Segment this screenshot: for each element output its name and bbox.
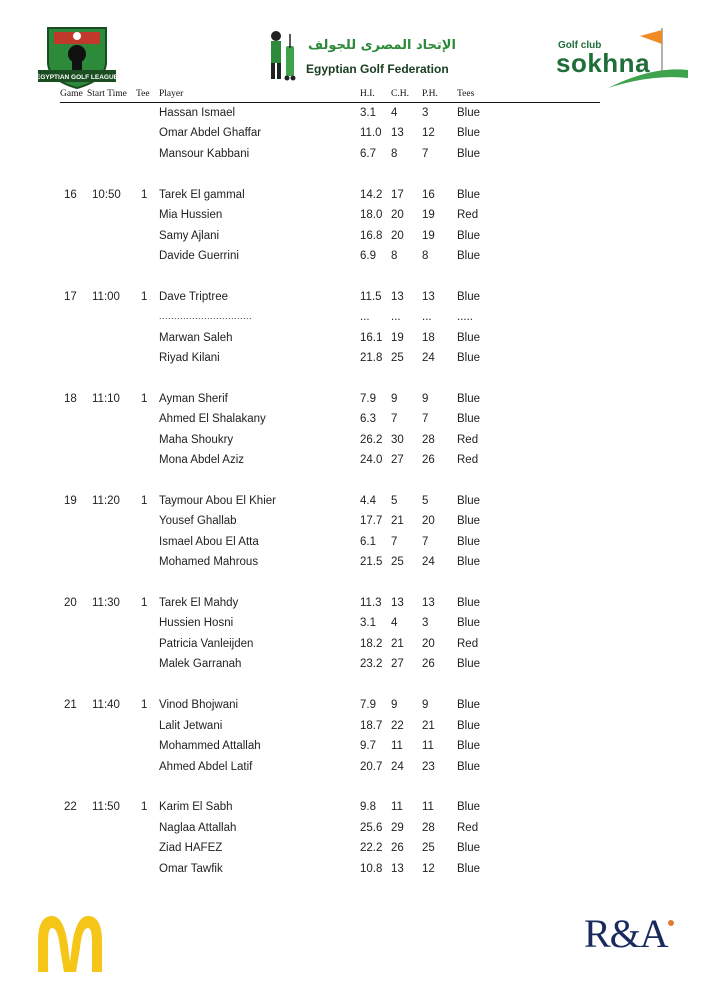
cell-player: Patricia Vanleijden: [159, 638, 254, 650]
cell-game: 19: [64, 495, 77, 507]
cell-ph: 11: [422, 740, 434, 752]
cell-time: 11:50: [92, 801, 120, 813]
r-and-a-logo: [584, 910, 676, 956]
cell-tees: Blue: [457, 413, 481, 425]
cell-ph: 16: [422, 189, 435, 201]
cell-hi: 4.4: [360, 495, 376, 507]
cell-tees: Blue: [457, 658, 481, 670]
cell-ph: 24: [422, 352, 435, 364]
cell-tees: Blue: [457, 740, 481, 752]
cell-ch: 26: [391, 842, 404, 854]
table-row: [0, 352, 704, 370]
cell-ch: 9: [391, 699, 398, 711]
header-game: Game: [60, 89, 83, 99]
cell-ph: 23: [422, 761, 435, 773]
cell-hi: 11.5: [360, 291, 382, 303]
cell-ch: 4: [391, 617, 398, 629]
cell-tees: Red: [457, 434, 479, 446]
cell-player: Riyad Kilani: [159, 352, 220, 364]
cell-hi: 9.8: [360, 801, 376, 813]
cell-tees: .....: [457, 311, 473, 323]
egyptian-golf-league-text: EGYPTIAN GOLF LEAGUE: [36, 74, 118, 81]
cell-ph: 24: [422, 556, 435, 568]
cell-player: Mansour Kabbani: [159, 148, 250, 160]
cell-ch: 21: [391, 638, 404, 650]
sokhna-golf-club-label: Golf club: [558, 40, 602, 51]
table-row: [0, 658, 704, 676]
cell-hi: 6.1: [360, 536, 376, 548]
cell-hi: 14.2: [360, 189, 383, 201]
cell-tees: Blue: [457, 515, 481, 527]
cell-ch: ...: [391, 311, 401, 323]
cell-ch: 5: [391, 495, 398, 507]
cell-hi: 20.7: [360, 761, 383, 773]
cell-ch: 4: [391, 107, 398, 119]
cell-ch: 8: [391, 148, 398, 160]
table-row: [0, 189, 704, 207]
cell-ch: 7: [391, 413, 398, 425]
cell-ph: 19: [422, 209, 435, 221]
cell-ph: 9: [422, 393, 429, 405]
table-row: [0, 434, 704, 452]
cell-tees: Blue: [457, 801, 481, 813]
cell-player: Davide Guerrini: [159, 250, 239, 262]
cell-ph: 28: [422, 434, 435, 446]
cell-ch: 13: [391, 291, 404, 303]
table-row: [0, 822, 704, 840]
table-row: [0, 536, 704, 554]
cell-ph: 12: [422, 863, 435, 875]
cell-ch: 22: [391, 720, 404, 732]
cell-player: Yousef Ghallab: [159, 515, 237, 527]
cell-player: Omar Abdel Ghaffar: [159, 127, 262, 139]
cell-ch: 13: [391, 127, 404, 139]
table-row: [0, 413, 704, 431]
table-row: [0, 332, 704, 350]
cell-player: Taymour Abou El Khier: [159, 495, 276, 507]
cell-ph: 28: [422, 822, 435, 834]
cell-player: Naglaa Attallah: [159, 822, 237, 834]
cell-player: Omar Tawfik: [159, 863, 223, 875]
cell-ph: 26: [422, 454, 435, 466]
cell-ch: 25: [391, 352, 404, 364]
cell-ch: 25: [391, 556, 404, 568]
cell-tees: Blue: [457, 597, 481, 609]
cell-ch: 20: [391, 230, 404, 242]
cell-tees: Blue: [457, 761, 481, 773]
cell-player: Marwan Saleh: [159, 332, 233, 344]
cell-ph: 5: [422, 495, 429, 507]
cell-player: ...............................: [159, 311, 253, 321]
cell-hi: 21.5: [360, 556, 383, 568]
header-hi: H.I.: [360, 89, 375, 99]
cell-game: 22: [64, 801, 77, 813]
cell-ch: 30: [391, 434, 404, 446]
cell-player: Hassan Ismael: [159, 107, 236, 119]
cell-hi: 11.0: [360, 127, 382, 139]
table-row: [0, 740, 704, 758]
cell-ph: 3: [422, 107, 429, 119]
cell-ph: 7: [422, 536, 429, 548]
cell-hi: 22.2: [360, 842, 383, 854]
table-row: [0, 638, 704, 656]
table-row: [0, 291, 704, 309]
cell-hi: 25.6: [360, 822, 383, 834]
cell-hi: 24.0: [360, 454, 383, 466]
cell-tees: Blue: [457, 556, 481, 568]
cell-player: Ziad HAFEZ: [159, 842, 223, 854]
cell-tees: Blue: [457, 230, 481, 242]
cell-tee: 1: [141, 597, 148, 609]
cell-hi: 7.9: [360, 393, 376, 405]
cell-game: 16: [64, 189, 77, 201]
cell-ch: 27: [391, 658, 404, 670]
cell-ch: 13: [391, 863, 404, 875]
table-row: [0, 761, 704, 779]
cell-tee: 1: [141, 393, 148, 405]
cell-ph: 7: [422, 148, 429, 160]
cell-tees: Blue: [457, 189, 481, 201]
cell-ch: 29: [391, 822, 404, 834]
cell-game: 20: [64, 597, 77, 609]
table-row: [0, 617, 704, 635]
cell-ch: 8: [391, 250, 398, 262]
cell-time: 11:20: [92, 495, 120, 507]
cell-player: Ismael Abou El Atta: [159, 536, 259, 548]
cell-hi: 6.9: [360, 250, 376, 262]
cell-hi: 21.8: [360, 352, 383, 364]
cell-hi: 17.7: [360, 515, 383, 527]
cell-ch: 20: [391, 209, 404, 221]
table-row: [0, 863, 704, 881]
cell-game: 21: [64, 699, 77, 711]
table-row: [0, 230, 704, 248]
cell-player: Mohammed Attallah: [159, 740, 261, 752]
table-row: [0, 597, 704, 615]
cell-tees: Blue: [457, 107, 481, 119]
cell-tee: 1: [141, 699, 148, 711]
table-row: [0, 801, 704, 819]
cell-hi: 3.1: [360, 617, 376, 629]
cell-tees: Blue: [457, 617, 481, 629]
table-row: [0, 127, 704, 145]
cell-hi: 11.3: [360, 597, 382, 609]
egf-english-name: Egyptian Golf Federation: [306, 62, 449, 76]
cell-ch: 24: [391, 761, 404, 773]
cell-player: Hussien Hosni: [159, 617, 234, 629]
cell-tees: Red: [457, 638, 479, 650]
cell-game: 18: [64, 393, 77, 405]
table-row: [0, 515, 704, 533]
cell-player: Dave Triptree: [159, 291, 229, 303]
cell-ch: 7: [391, 536, 398, 548]
cell-tees: Red: [457, 454, 479, 466]
cell-tees: Blue: [457, 352, 481, 364]
table-row: [0, 699, 704, 717]
cell-ch: 17: [391, 189, 404, 201]
cell-ch: 11: [391, 740, 403, 752]
cell-player: Malek Garranah: [159, 658, 242, 670]
cell-tees: Red: [457, 822, 479, 834]
cell-tees: Blue: [457, 393, 481, 405]
cell-hi: 16.8: [360, 230, 383, 242]
cell-player: Mohamed Mahrous: [159, 556, 259, 568]
cell-time: 11:30: [92, 597, 120, 609]
cell-ch: 13: [391, 597, 404, 609]
cell-ph: 13: [422, 291, 435, 303]
cell-tees: Red: [457, 209, 479, 221]
cell-ph: 18: [422, 332, 435, 344]
cell-hi: 6.7: [360, 148, 376, 160]
cell-tees: Blue: [457, 495, 481, 507]
cell-ph: 19: [422, 230, 435, 242]
header-player: Player: [159, 89, 184, 99]
cell-player: Vinod Bhojwani: [159, 699, 239, 711]
table-row: [0, 720, 704, 738]
cell-ph: 25: [422, 842, 435, 854]
cell-hi: 18.0: [360, 209, 383, 221]
cell-ph: 26: [422, 658, 435, 670]
cell-tee: 1: [141, 291, 148, 303]
cell-hi: ...: [360, 311, 370, 323]
egf-arabic-name: الإتحاد المصرى للجولف: [308, 38, 456, 53]
cell-tee: 1: [141, 495, 148, 507]
cell-tees: Blue: [457, 127, 481, 139]
table-row: [0, 209, 704, 227]
cell-ch: 11: [391, 801, 403, 813]
cell-ch: 9: [391, 393, 398, 405]
cell-hi: 16.1: [360, 332, 383, 344]
cell-ph: 21: [422, 720, 435, 732]
orange-dot-icon: [668, 920, 674, 926]
cell-hi: 7.9: [360, 699, 376, 711]
table-row: [0, 311, 704, 329]
cell-hi: 6.3: [360, 413, 376, 425]
table-row: [0, 107, 704, 125]
cell-hi: 9.7: [360, 740, 376, 752]
cell-tees: Blue: [457, 842, 481, 854]
cell-player: Tarek El gammal: [159, 189, 245, 201]
cell-tees: Blue: [457, 250, 481, 262]
r-and-a-wordmark: R&A: [584, 911, 668, 956]
cell-player: Mona Abdel Aziz: [159, 454, 245, 466]
cell-game: 17: [64, 291, 77, 303]
cell-player: Karim El Sabh: [159, 801, 233, 813]
cell-tees: Blue: [457, 291, 481, 303]
header-tees: Tees: [457, 89, 475, 99]
header-ch: C.H.: [391, 89, 409, 99]
cell-tees: Blue: [457, 536, 481, 548]
cell-player: Ahmed El Shalakany: [159, 413, 266, 425]
cell-player: Samy Ajlani: [159, 230, 220, 242]
table-row: [0, 393, 704, 411]
table-row: [0, 842, 704, 860]
cell-ch: 21: [391, 515, 404, 527]
sokhna-wordmark: sokhna: [556, 48, 651, 78]
cell-tees: Blue: [457, 332, 481, 344]
cell-ph: 20: [422, 638, 435, 650]
cell-hi: 26.2: [360, 434, 383, 446]
cell-time: 11:10: [92, 393, 120, 405]
golden-arches-icon: [34, 912, 106, 974]
cell-ph: 8: [422, 250, 429, 262]
cell-player: Ayman Sherif: [159, 393, 228, 405]
table-row: [0, 556, 704, 574]
cell-ph: 13: [422, 597, 435, 609]
cell-time: 10:50: [92, 189, 121, 201]
table-row: [0, 454, 704, 472]
cell-hi: 23.2: [360, 658, 383, 670]
cell-tee: 1: [141, 801, 148, 813]
cell-ph: 12: [422, 127, 435, 139]
cell-player: Lalit Jetwani: [159, 720, 223, 732]
cell-tees: Blue: [457, 148, 481, 160]
cell-tees: Blue: [457, 699, 481, 711]
cell-player: Mia Hussien: [159, 209, 223, 221]
mcdonalds-logo: [34, 912, 106, 974]
cell-player: Maha Shoukry: [159, 434, 234, 446]
cell-time: 11:40: [92, 699, 120, 711]
cell-hi: 18.7: [360, 720, 383, 732]
cell-hi: 18.2: [360, 638, 383, 650]
header-ph: P.H.: [422, 89, 438, 99]
cell-tees: Blue: [457, 720, 481, 732]
cell-tee: 1: [141, 189, 148, 201]
cell-ph: 11: [422, 801, 434, 813]
cell-player: Tarek El Mahdy: [159, 597, 239, 609]
table-row: [0, 250, 704, 268]
cell-time: 11:00: [92, 291, 120, 303]
cell-ph: 20: [422, 515, 435, 527]
cell-hi: 10.8: [360, 863, 383, 875]
cell-ch: 27: [391, 454, 404, 466]
cell-ch: 19: [391, 332, 404, 344]
table-row: [0, 148, 704, 166]
table-row: [0, 495, 704, 513]
cell-ph: 9: [422, 699, 429, 711]
cell-ph: ...: [422, 311, 432, 323]
cell-ph: 3: [422, 617, 429, 629]
cell-ph: 7: [422, 413, 429, 425]
cell-hi: 3.1: [360, 107, 376, 119]
header-tee: Tee: [136, 89, 150, 99]
cell-player: Ahmed Abdel Latif: [159, 761, 253, 773]
header-start-time: Start Time: [87, 89, 127, 99]
cell-tees: Blue: [457, 863, 481, 875]
